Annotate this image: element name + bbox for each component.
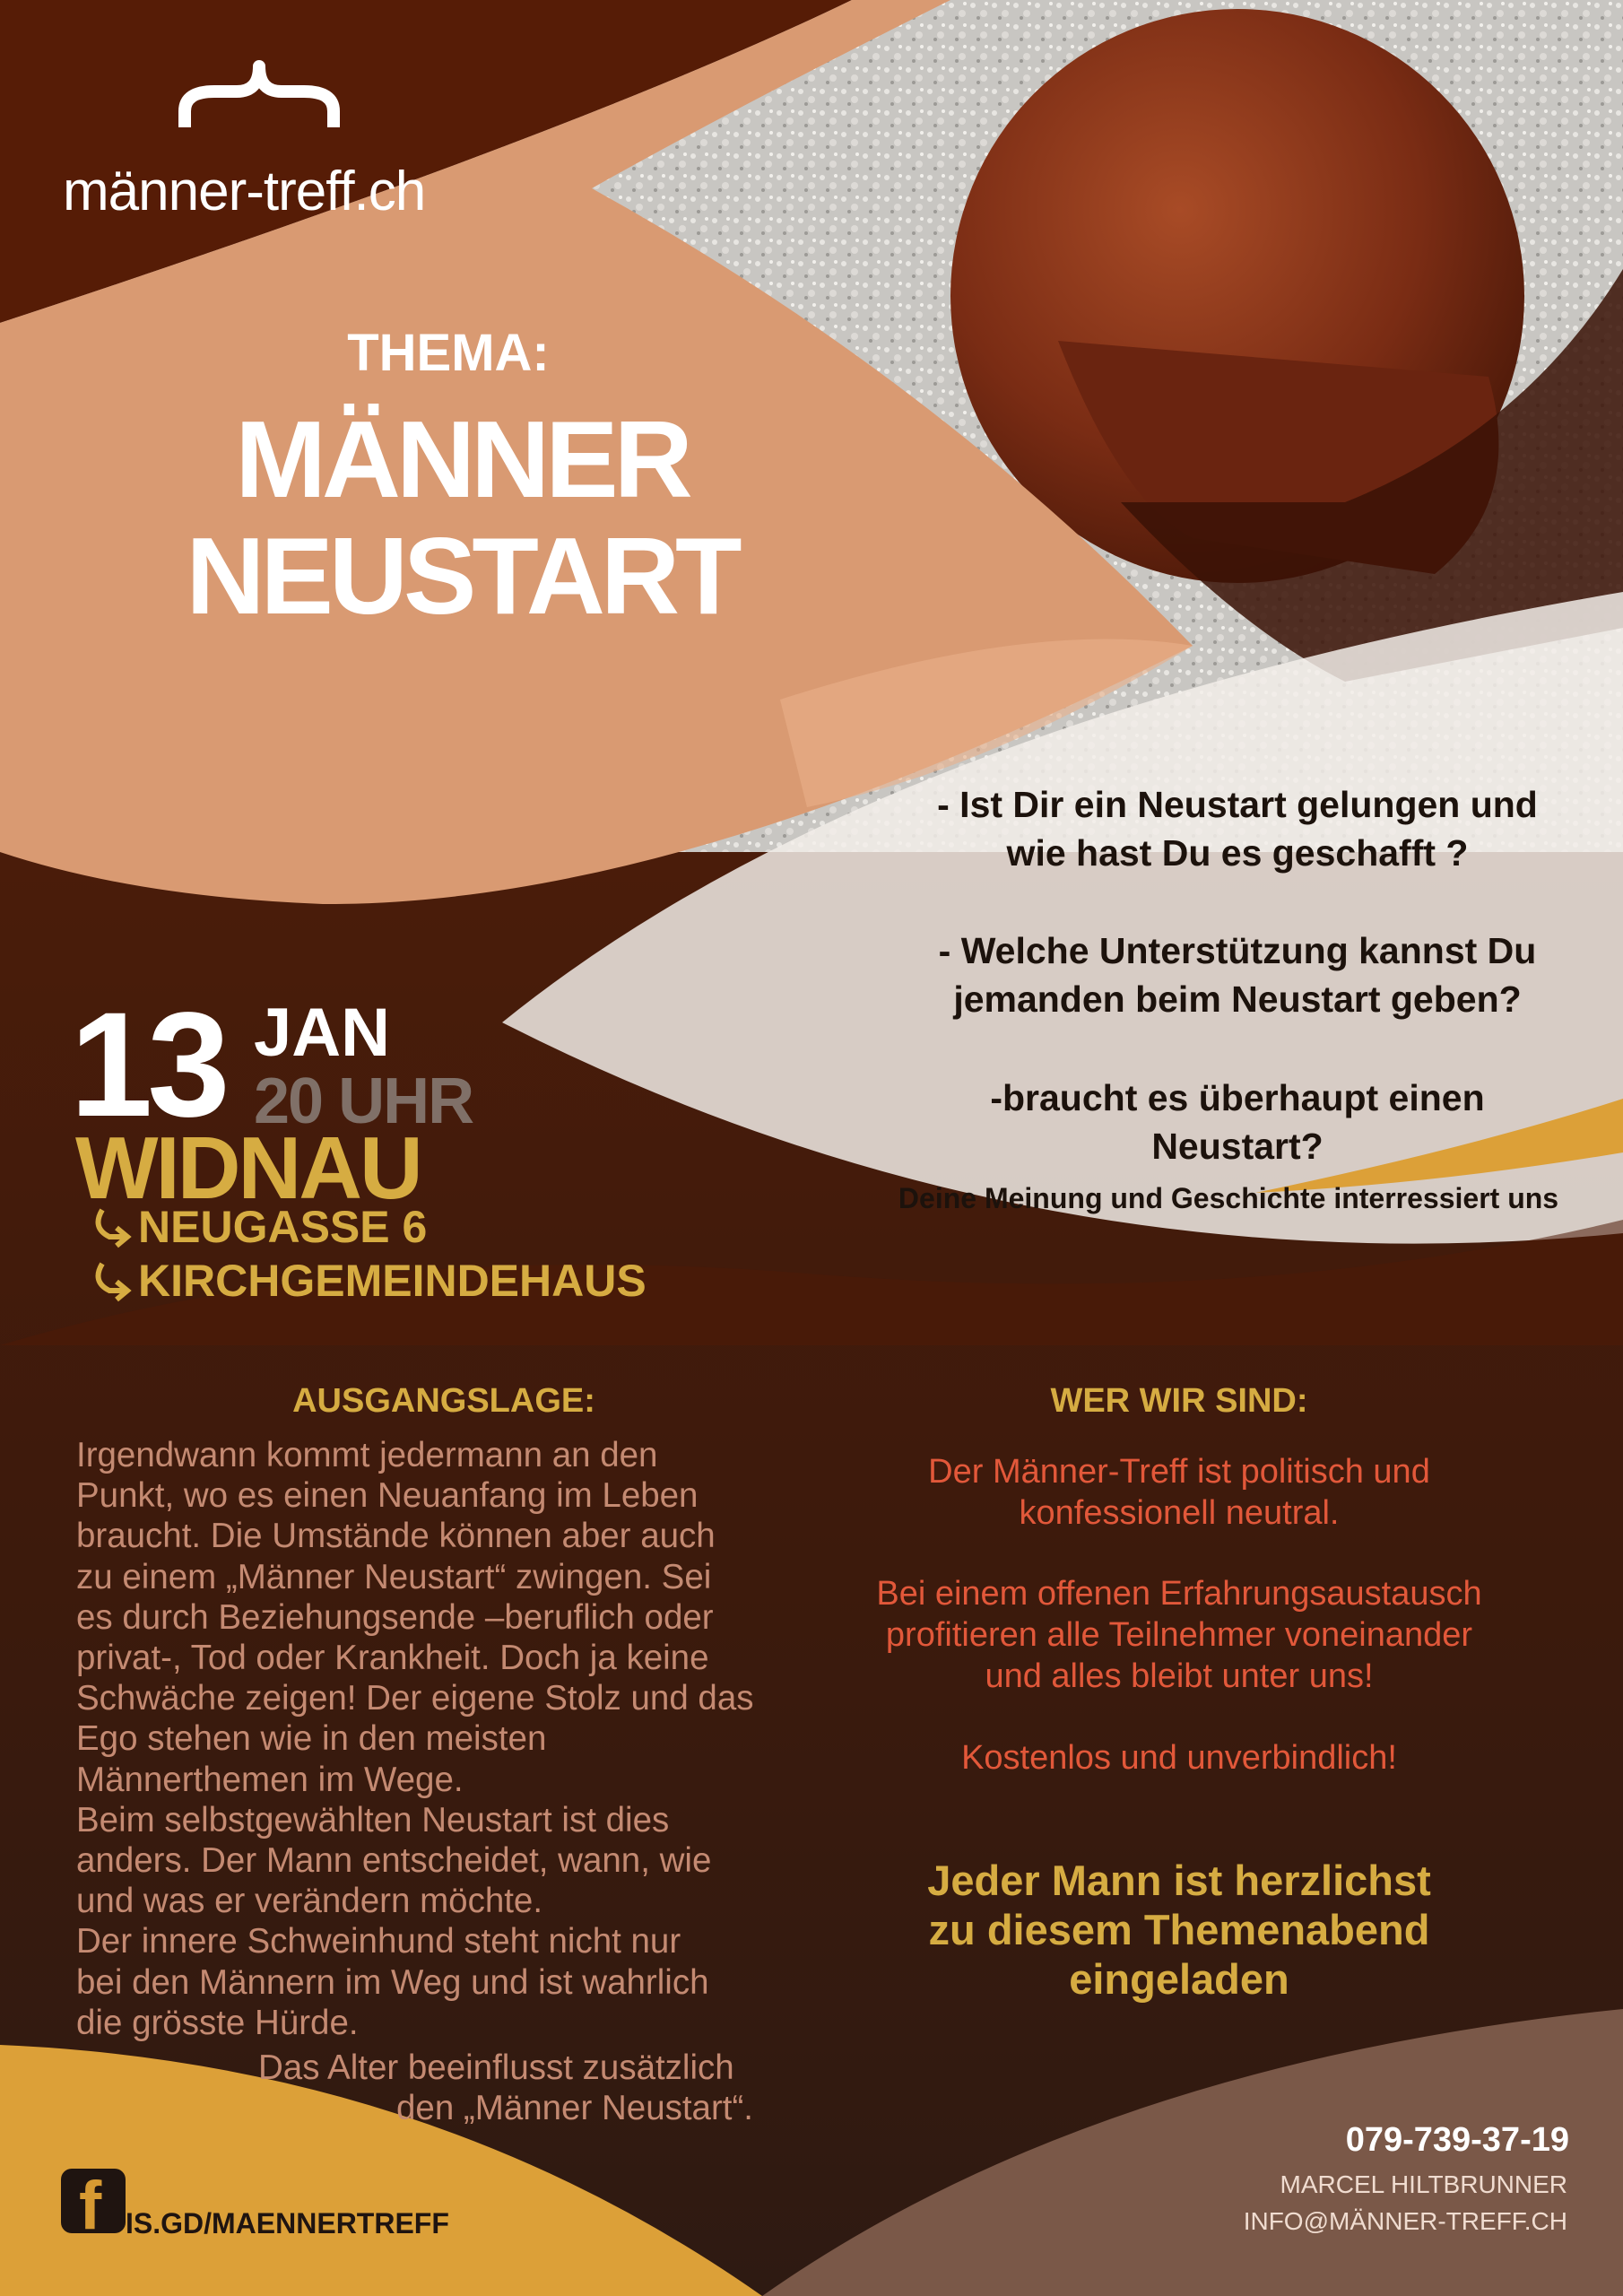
event-time: 20 UHR	[254, 1065, 473, 1137]
event-day: 13	[70, 982, 225, 1148]
body-line: und was er verändern möchte.	[76, 1882, 543, 1921]
paragraph-line: Bei einem offenen Erfahrungsaustausch	[876, 1575, 1482, 1613]
contact-phone: 079-739-37-19	[1345, 2121, 1569, 2159]
exchange-paragraph	[829, 1573, 1529, 1697]
body-line: zu einem „Männer Neustart“ zwingen. Sei	[76, 1557, 712, 1596]
questions-footer: Deine Meinung und Geschichte interressiert uns	[898, 1182, 1559, 1214]
body-line: die grösste Hürde.	[76, 2003, 359, 2042]
paragraph-line: und alles bleibt unter uns!	[985, 1657, 1374, 1695]
event-address-street	[90, 1202, 427, 1252]
contact-name: MARCEL HILTBRUNNER	[1280, 2170, 1567, 2198]
ausgangslage-heading: AUSGANGSLAGE:	[292, 1382, 595, 1420]
theme-label: THEMA:	[347, 324, 550, 382]
body-line: Beim selbstgewählten Neustart ist dies	[76, 1800, 670, 1839]
invitation-text	[829, 1856, 1529, 2004]
question-3-line1: -braucht es überhaupt einen	[990, 1077, 1485, 1118]
event-address-building	[90, 1256, 647, 1306]
paragraph-line: konfessionell neutral.	[1019, 1494, 1340, 1532]
theme-title-line2: NEUSTART	[186, 515, 738, 637]
body-line: anders. Der Mann entscheidet, wann, wie	[76, 1841, 712, 1881]
invitation-line: zu diesem Themenabend	[928, 1906, 1430, 1953]
neutral-paragraph	[829, 1451, 1529, 1534]
curved-arrow-icon	[90, 1206, 133, 1249]
wer-wir-sind-heading: WER WIR SIND:	[1050, 1382, 1308, 1420]
ausgangslage-end-line2: den „Männer Neustart“.	[396, 2089, 754, 2127]
paragraph-line: profitieren alle Teilnehmer voneinander	[885, 1616, 1473, 1654]
ausgangslage-end-line1: Das Alter beeinflusst zusätzlich	[258, 2048, 734, 2087]
question-2	[852, 926, 1623, 1023]
body-line: privat-, Tod oder Krankheit. Doch ja keine	[76, 1639, 709, 1678]
free-paragraph	[829, 1737, 1529, 1779]
question-2-line1: - Welche Unterstützung kannst Du	[938, 930, 1537, 971]
body-line: Ego stehen wie in den meisten	[76, 1719, 547, 1759]
invitation-line: eingeladen	[1069, 1955, 1289, 2003]
event-place: WIDNAU	[75, 1118, 421, 1217]
invitation-line: Jeder Mann ist herzlichst	[927, 1857, 1431, 1904]
address-street-text: NEUGASSE 6	[138, 1202, 428, 1252]
question-2-line2: jemanden beim Neustart geben?	[953, 978, 1522, 1020]
contact-email[interactable]: INFO@MÄNNER-TREFF.CH	[1243, 2207, 1567, 2235]
facebook-letter: f	[79, 2168, 102, 2244]
question-1-line2: wie hast Du es geschafft ?	[1006, 832, 1469, 874]
body-line: Schwäche zeigen! Der eigene Stolz und das	[76, 1679, 754, 1718]
logo-text: männer-treff.ch	[63, 161, 426, 222]
event-month: JAN	[254, 995, 391, 1071]
body-line: es durch Beziehungsende –beruflich oder	[76, 1597, 714, 1637]
logo-arc-icon	[174, 56, 344, 136]
question-3-line2: Neustart?	[1151, 1126, 1324, 1167]
question-3	[852, 1074, 1623, 1170]
question-1	[852, 780, 1623, 877]
curved-arrow-icon	[90, 1260, 133, 1303]
facebook-icon[interactable]	[61, 2168, 126, 2244]
paragraph-line: Kostenlos und unverbindlich!	[961, 1739, 1397, 1777]
body-line: Punkt, wo es einen Neuanfang im Leben	[76, 1476, 699, 1516]
body-line: bei den Männern im Weg und ist wahrlich	[76, 1962, 709, 2002]
facebook-link[interactable]: IS.GD/MAENNERTREFF	[126, 2207, 449, 2239]
address-building-text: KIRCHGEMEINDEHAUS	[138, 1256, 647, 1306]
body-line: braucht. Die Umstände können aber auch	[76, 1517, 716, 1556]
paragraph-line: Der Männer-Treff ist politisch und	[928, 1453, 1430, 1491]
ausgangslage-body	[76, 1435, 754, 2043]
body-line: Männerthemen im Wege.	[76, 1760, 464, 1799]
body-line: Irgendwann kommt jedermann an den	[76, 1436, 658, 1474]
body-line: Der innere Schweinhund steht nicht nur	[76, 1922, 681, 1961]
theme-title-line1: MÄNNER	[235, 398, 689, 520]
question-1-line1: - Ist Dir ein Neustart gelungen und	[937, 784, 1538, 825]
